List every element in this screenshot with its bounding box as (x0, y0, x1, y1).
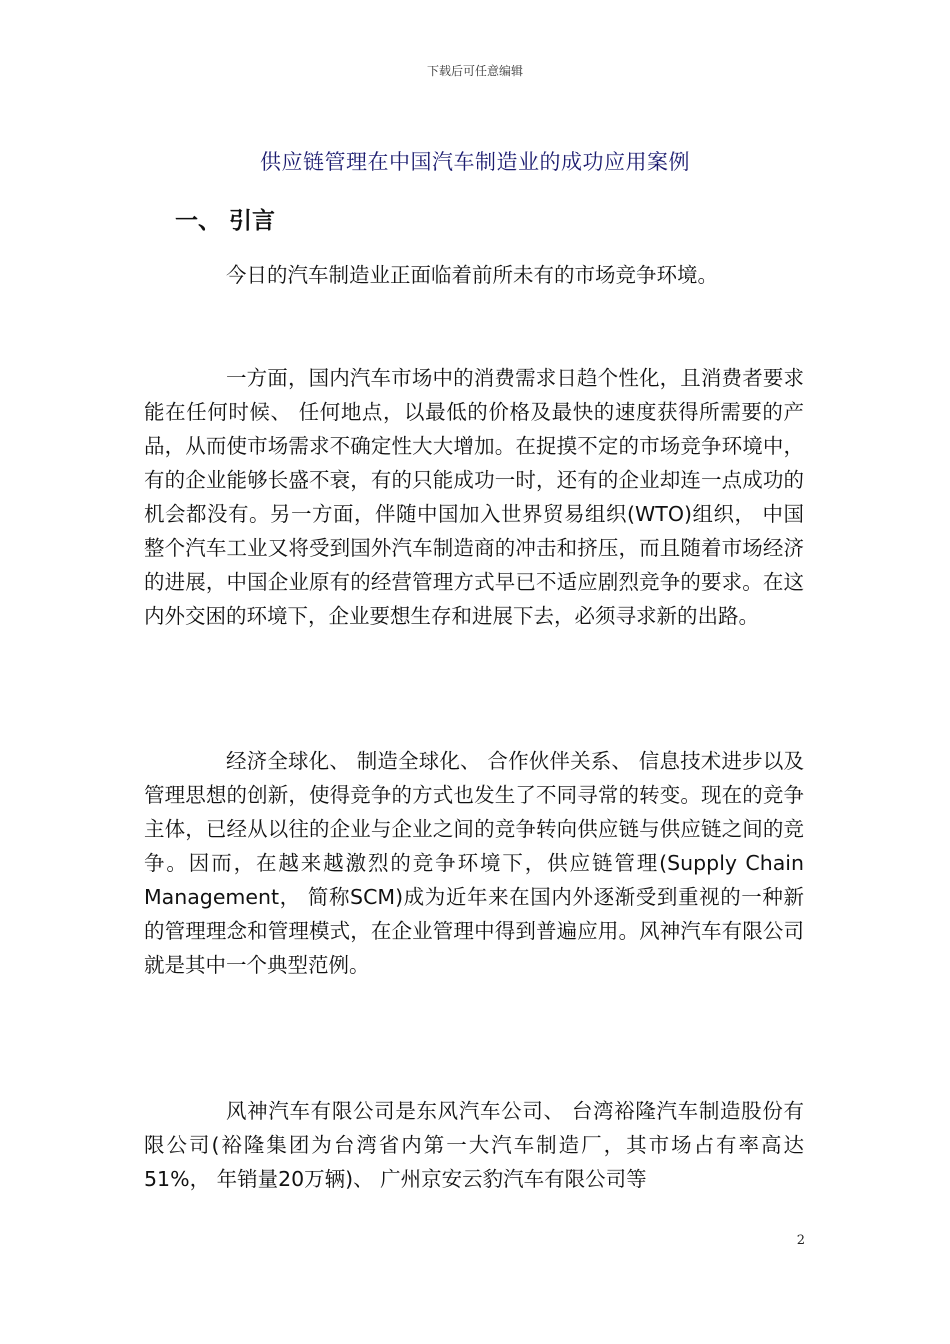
paragraph-globalization: 经济全球化、 制造全球化、 合作伙伴关系、 信息技术进步以及管理思想的创新，使得竞争的方式也发生了不同寻常的转变。现在的竞争主体，已经从以往的企业与企业之间的竞争转向供应链与供应链之间的竞争。因而，在越来越激烈的竞争环境下，供应链管理(Supply Chain Management， 简称SCM)成为近年来在国内外逐渐受到重视的一种新的管理理念和管理模式，在企业管理中得到普遍应用。风神汽车有限公司就是其中一个典型范例。 (144, 749, 804, 977)
paragraph-company: 风神汽车有限公司是东风汽车公司、 台湾裕隆汽车制造股份有限公司(裕隆集团为台湾省内第一大汽车制造厂，其市场占有率高达51%， 年销量20万辆)、 广州京安云豹汽车有限公司等 (144, 1099, 804, 1191)
page-number: 2 (796, 1233, 805, 1248)
document-title: 供应链管理在中国汽车制造业的成功应用案例 (260, 150, 690, 174)
page-header-note: 下载后可任意编辑 (426, 64, 523, 78)
paragraph-market: 一方面，国内汽车市场中的消费需求日趋个性化，且消费者要求能在任何时候、 任何地点，以最低的价格及最快的速度获得所需要的产品，从而使市场需求不确定性大大增加。在捉摸不定的市场竞争环境中，有的企业能够长盛不衰，有的只能成功一时，还有的企业却连一点成功的机会都没有。另一方面，伴随中国加入世界贸易组织(WTO)组织， 中国整个汽车工业又将受到国外汽车制造商的冲击和挤压，而且随着市场经济的进展，中国企业原有的经营管理方式早已不适应剧烈竞争的要求。在这内外交困的环境下，企业要想生存和进展下去，必须寻求新的出路。 (144, 366, 804, 628)
paragraph-intro: 今日的汽车制造业正面临着前所未有的市场竞争环境。 (226, 263, 718, 287)
section-heading: 一、 引言 (175, 208, 276, 234)
